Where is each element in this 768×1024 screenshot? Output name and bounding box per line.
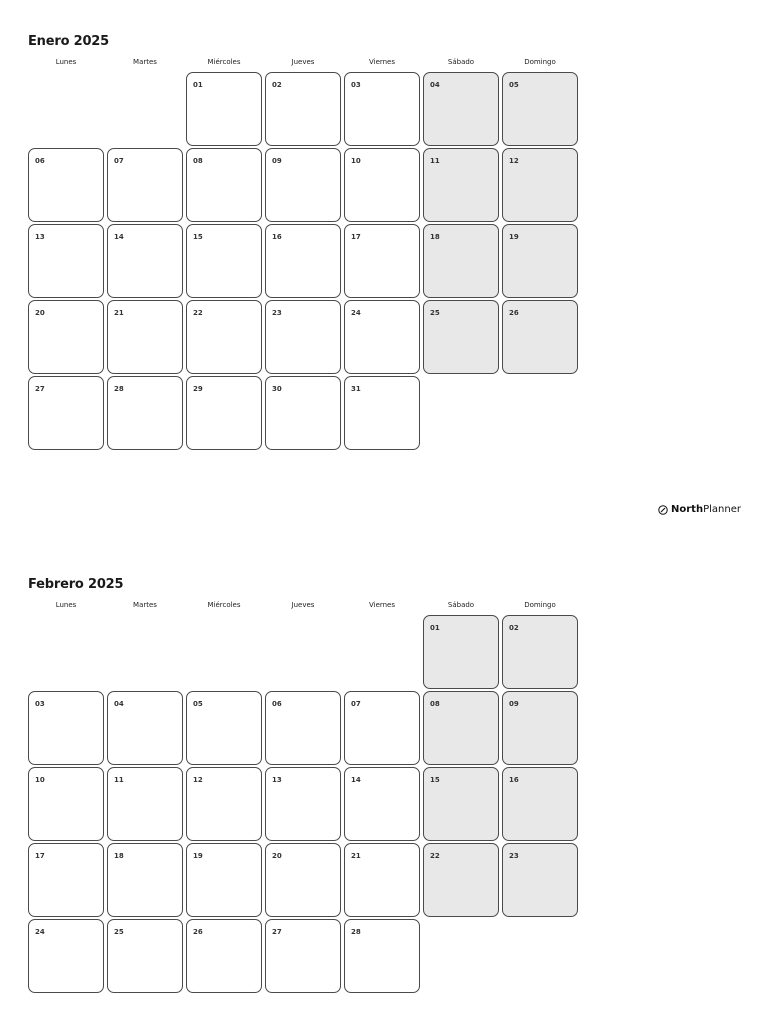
day-number: 12: [193, 776, 203, 784]
day-number: 16: [509, 776, 519, 784]
day-number: 30: [272, 385, 282, 393]
day-cell[interactable]: [107, 300, 183, 374]
day-cell[interactable]: [265, 843, 341, 917]
day-cell[interactable]: [107, 376, 183, 450]
day-cell[interactable]: [502, 767, 578, 841]
day-cell[interactable]: [423, 300, 499, 374]
day-number: 11: [430, 157, 440, 165]
weekday-label: Martes: [133, 601, 157, 609]
brand-name-regular: Planner: [703, 504, 741, 515]
day-cell[interactable]: [186, 843, 262, 917]
day-number: 14: [351, 776, 361, 784]
day-number: 25: [114, 928, 124, 936]
day-cell[interactable]: [107, 224, 183, 298]
day-number: 24: [35, 928, 45, 936]
day-cell[interactable]: [502, 691, 578, 765]
day-cell[interactable]: [265, 224, 341, 298]
day-number: 13: [35, 233, 45, 241]
day-cell[interactable]: [186, 767, 262, 841]
day-number: 16: [272, 233, 282, 241]
day-cell[interactable]: [344, 148, 420, 222]
day-number: 08: [430, 700, 440, 708]
weekday-label: Viernes: [368, 58, 396, 66]
day-number: 11: [114, 776, 124, 784]
day-cell[interactable]: [423, 72, 499, 146]
day-cell[interactable]: [423, 615, 499, 689]
weekday-label: Martes: [133, 58, 157, 66]
weekday-label: Domingo: [524, 601, 556, 609]
day-cell[interactable]: [344, 300, 420, 374]
day-number: 28: [114, 385, 124, 393]
day-number: 04: [430, 81, 440, 89]
day-cell[interactable]: [502, 843, 578, 917]
day-number: 15: [193, 233, 203, 241]
day-cell[interactable]: [28, 767, 104, 841]
day-number: 18: [114, 852, 124, 860]
day-number: 22: [193, 309, 203, 317]
day-number: 28: [351, 928, 361, 936]
day-cell[interactable]: [107, 148, 183, 222]
weekday-label: Miércoles: [207, 601, 241, 609]
day-number: 02: [272, 81, 282, 89]
day-number: 29: [193, 385, 203, 393]
day-cell[interactable]: [186, 919, 262, 993]
day-number: 21: [114, 309, 124, 317]
day-number: 13: [272, 776, 282, 784]
day-number: 26: [509, 309, 519, 317]
day-cell[interactable]: [28, 300, 104, 374]
pencil-circle-icon: [658, 505, 668, 515]
day-number: 24: [351, 309, 361, 317]
weekday-label: Sábado: [447, 58, 475, 66]
day-number: 19: [509, 233, 519, 241]
day-number: 01: [430, 624, 440, 632]
day-number: 21: [351, 852, 361, 860]
day-cell[interactable]: [265, 691, 341, 765]
day-cell[interactable]: [186, 300, 262, 374]
day-cell[interactable]: [423, 691, 499, 765]
day-number: 03: [35, 700, 45, 708]
day-number: 09: [509, 700, 519, 708]
day-cell[interactable]: [502, 148, 578, 222]
day-cell[interactable]: [265, 72, 341, 146]
day-cell[interactable]: [28, 148, 104, 222]
day-cell[interactable]: [28, 376, 104, 450]
day-cell[interactable]: [107, 919, 183, 993]
day-number: 20: [272, 852, 282, 860]
day-cell[interactable]: [423, 224, 499, 298]
weekday-label: Sábado: [447, 601, 475, 609]
day-number: 27: [35, 385, 45, 393]
month-title: Enero 2025: [28, 34, 110, 49]
day-number: 01: [193, 81, 203, 89]
day-cell[interactable]: [502, 224, 578, 298]
day-cell[interactable]: [265, 376, 341, 450]
day-number: 19: [193, 852, 203, 860]
day-number: 12: [509, 157, 519, 165]
day-cell[interactable]: [28, 919, 104, 993]
day-cell[interactable]: [502, 72, 578, 146]
weekday-label: Domingo: [524, 58, 556, 66]
weekday-label: Lunes: [55, 601, 77, 609]
day-cell[interactable]: [423, 767, 499, 841]
day-number: 04: [114, 700, 124, 708]
day-cell[interactable]: [186, 376, 262, 450]
brand-logo: [658, 503, 741, 517]
day-cell[interactable]: [344, 767, 420, 841]
day-cell[interactable]: [344, 919, 420, 993]
day-number: 17: [351, 233, 361, 241]
weekday-label: Viernes: [368, 601, 396, 609]
day-cell[interactable]: [265, 300, 341, 374]
day-number: 17: [35, 852, 45, 860]
day-cell[interactable]: [344, 376, 420, 450]
day-cell[interactable]: [28, 224, 104, 298]
day-cell[interactable]: [186, 72, 262, 146]
day-cell[interactable]: [344, 72, 420, 146]
day-cell[interactable]: [423, 148, 499, 222]
day-number: 09: [272, 157, 282, 165]
day-number: 03: [351, 81, 361, 89]
day-number: 15: [430, 776, 440, 784]
day-number: 14: [114, 233, 124, 241]
weekday-label: Jueves: [291, 601, 315, 609]
day-cell[interactable]: [502, 300, 578, 374]
day-cell[interactable]: [265, 919, 341, 993]
day-cell[interactable]: [502, 615, 578, 689]
day-number: 10: [35, 776, 45, 784]
weekday-header-row: [28, 56, 584, 68]
month-title: Febrero 2025: [28, 577, 124, 592]
day-cell[interactable]: [344, 224, 420, 298]
day-cell[interactable]: [186, 691, 262, 765]
day-number: 22: [430, 852, 440, 860]
day-number: 23: [272, 309, 282, 317]
day-number: 02: [509, 624, 519, 632]
day-cell[interactable]: [265, 767, 341, 841]
day-number: 20: [35, 309, 45, 317]
day-cell[interactable]: [344, 691, 420, 765]
day-number: 27: [272, 928, 282, 936]
weekday-label: Jueves: [291, 58, 315, 66]
day-number: 07: [351, 700, 361, 708]
weekday-label: Miércoles: [207, 58, 241, 66]
day-number: 26: [193, 928, 203, 936]
day-cell[interactable]: [265, 148, 341, 222]
day-number: 08: [193, 157, 203, 165]
day-cell[interactable]: [28, 691, 104, 765]
day-number: 07: [114, 157, 124, 165]
day-number: 25: [430, 309, 440, 317]
day-number: 23: [509, 852, 519, 860]
day-number: 06: [35, 157, 45, 165]
brand-name-bold: North: [671, 504, 704, 515]
day-number: 05: [193, 700, 203, 708]
day-cell[interactable]: [186, 224, 262, 298]
day-number: 06: [272, 700, 282, 708]
weekday-label: Lunes: [55, 58, 77, 66]
day-number: 10: [351, 157, 361, 165]
day-cell[interactable]: [107, 843, 183, 917]
day-cell[interactable]: [423, 843, 499, 917]
day-number: 05: [509, 81, 519, 89]
day-cell[interactable]: [28, 843, 104, 917]
day-cell[interactable]: [107, 767, 183, 841]
day-cell[interactable]: [186, 148, 262, 222]
weekday-header-row: [28, 599, 584, 611]
day-cell[interactable]: [344, 843, 420, 917]
day-cell[interactable]: [107, 691, 183, 765]
day-number: 31: [351, 385, 361, 393]
day-number: 18: [430, 233, 440, 241]
